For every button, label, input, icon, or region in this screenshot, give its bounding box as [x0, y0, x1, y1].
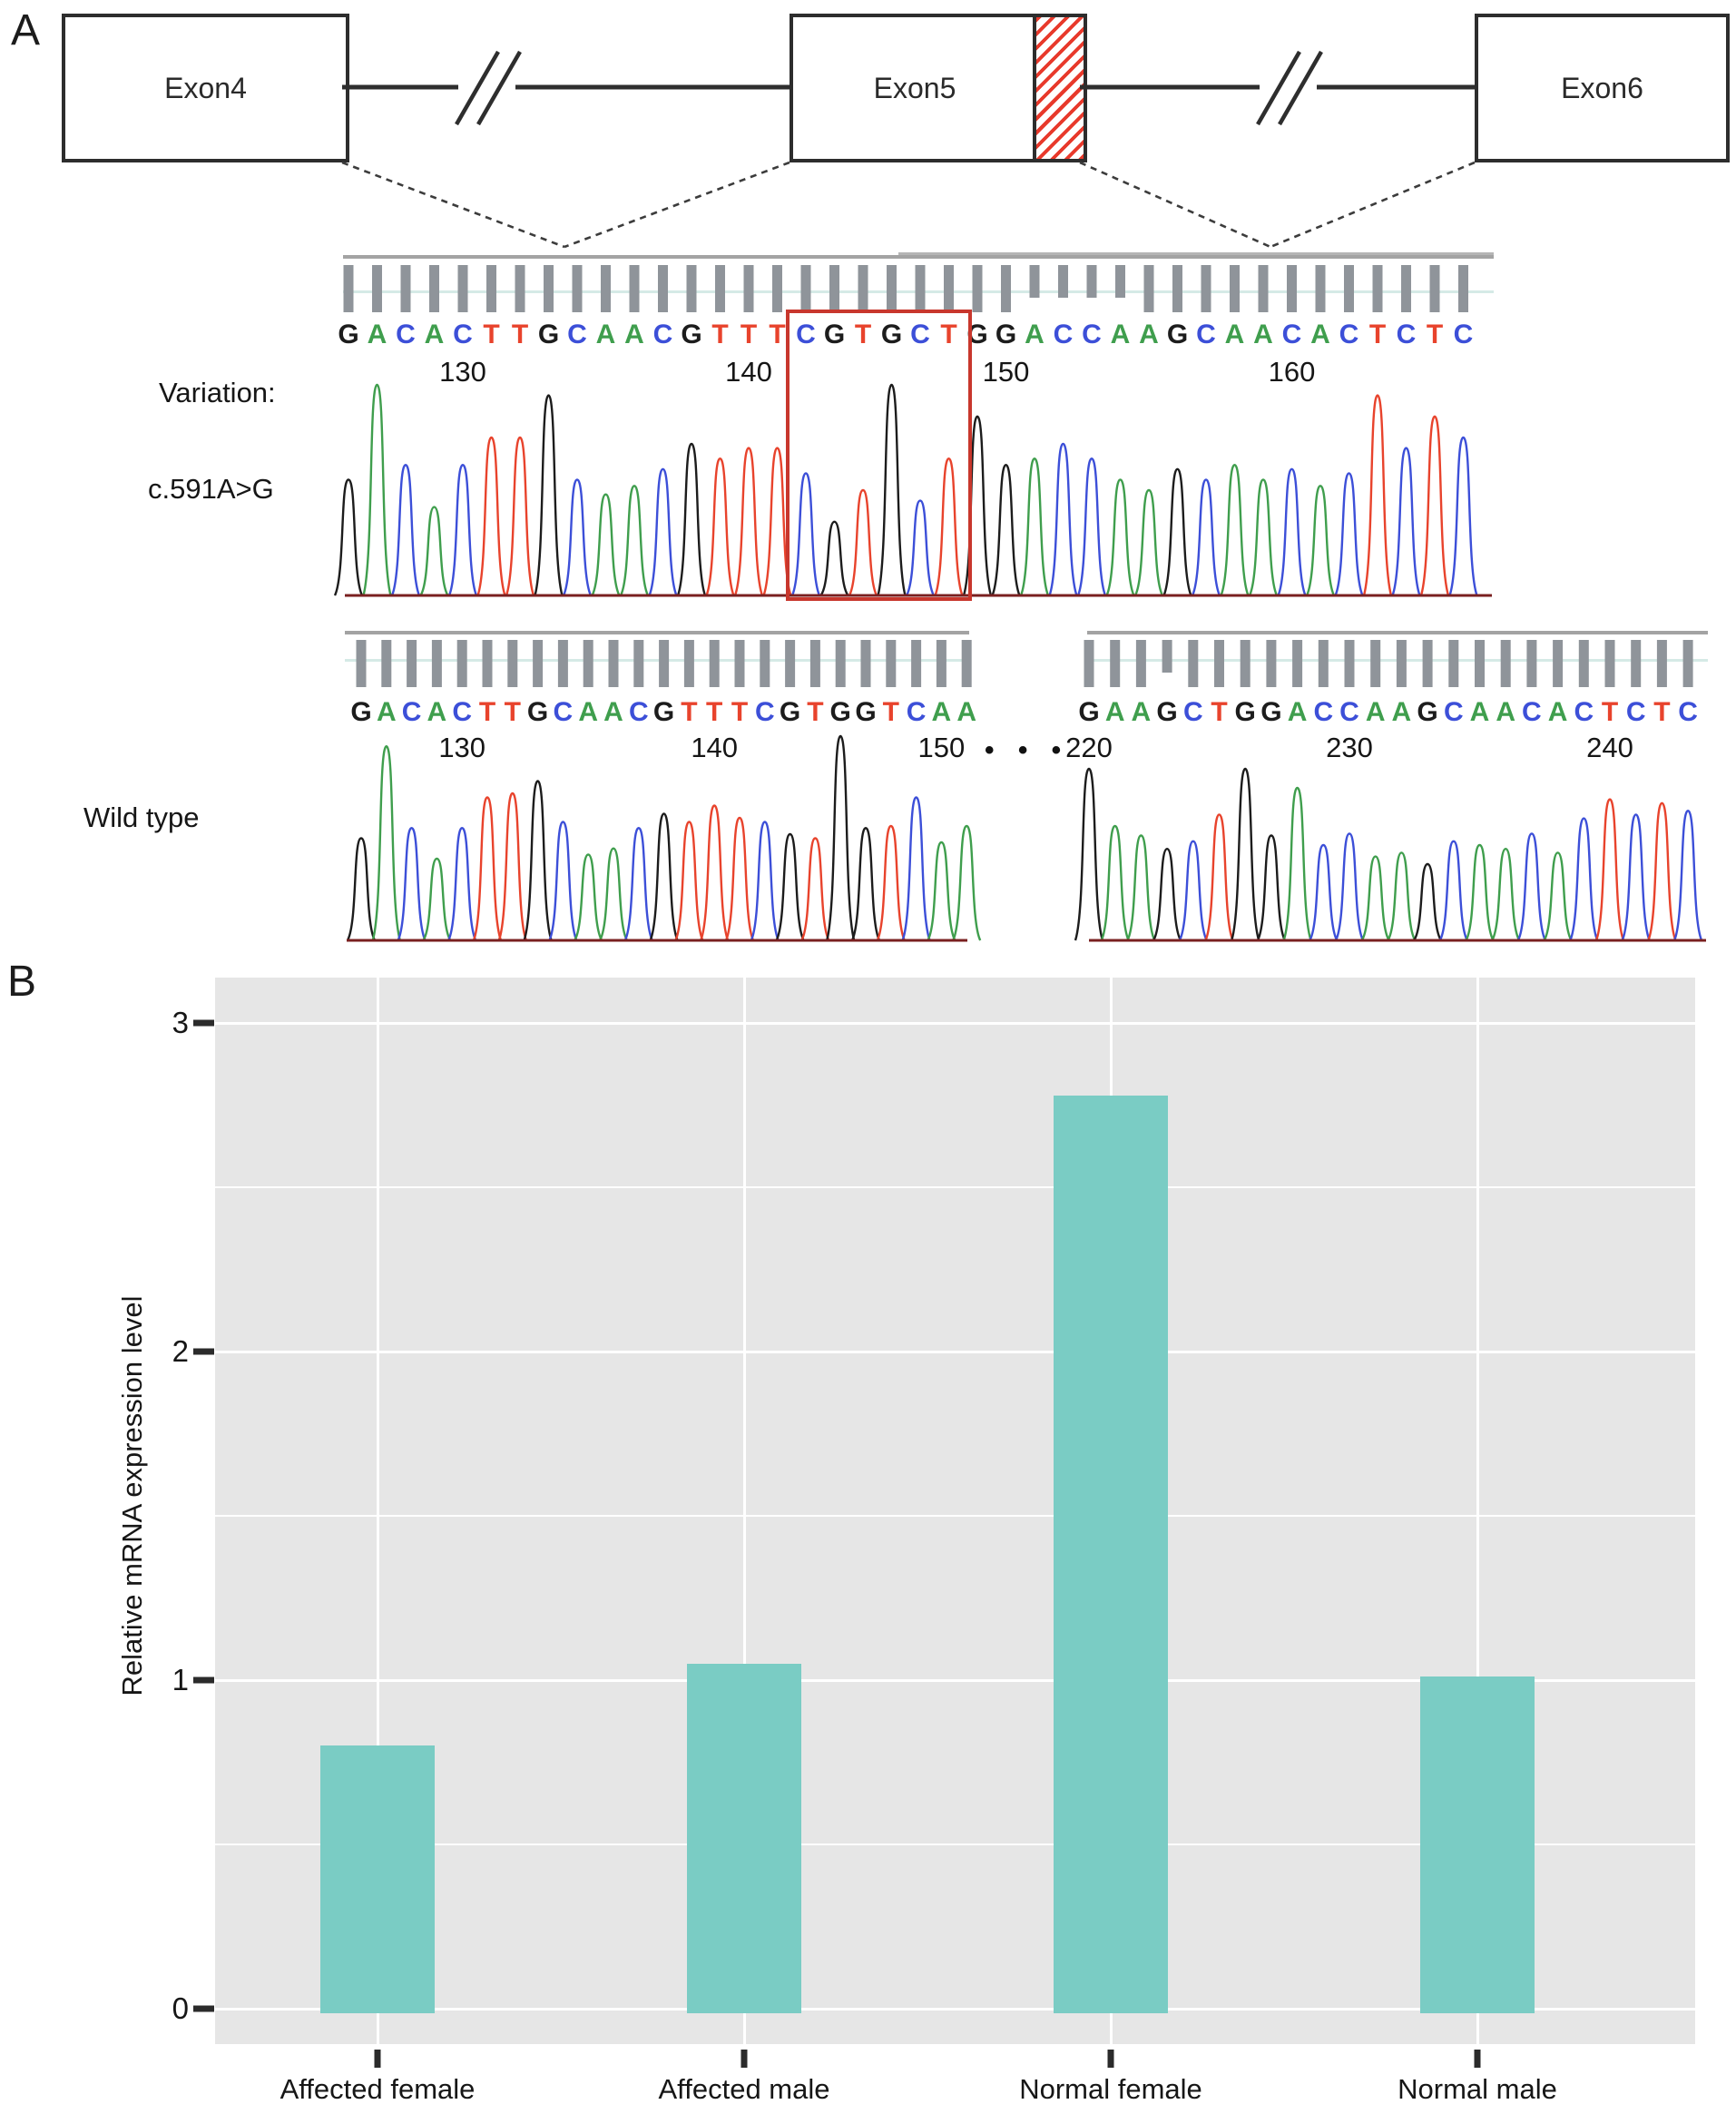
variation-title: Variation:: [159, 377, 276, 408]
base-letter-variant: T: [711, 320, 729, 349]
base-letter-variant: T: [940, 320, 957, 349]
base-letter-variant: C: [567, 320, 587, 349]
base-letter-wild-right: C: [1574, 697, 1594, 727]
base-letter-variant: T: [511, 320, 529, 349]
major-gridline: [215, 1022, 1695, 1025]
base-letter-variant: C: [1082, 320, 1102, 349]
x-tick-mark-2: [1108, 2050, 1114, 2068]
base-letter-variant: C: [796, 320, 816, 349]
position-number-variant: 130: [439, 356, 486, 388]
variation-name: c.591A>G: [148, 473, 274, 505]
x-category-label-3: Normal male: [1398, 2073, 1557, 2105]
bar-1: [687, 1664, 801, 2013]
y-axis-title: Relative mRNA expression level: [116, 1295, 148, 1696]
x-category-label-1: Affected male: [658, 2073, 830, 2105]
base-letter-variant: C: [910, 320, 930, 349]
base-letter-wild-left: G: [855, 697, 877, 727]
base-letter-variant: T: [483, 320, 500, 349]
base-letter-variant: C: [1453, 320, 1474, 349]
x-tick-mark-1: [741, 2050, 748, 2068]
base-letter-wild-right: C: [1625, 697, 1646, 727]
base-letter-variant: A: [595, 320, 616, 349]
base-letter-variant: C: [1339, 320, 1359, 349]
bar-3: [1420, 1676, 1535, 2013]
base-letter-variant: A: [1224, 320, 1245, 349]
base-letter-wild-left: C: [452, 697, 473, 727]
panel-a-label: A: [11, 6, 41, 54]
bar-2: [1054, 1096, 1168, 2013]
base-letter-wild-left: C: [628, 697, 649, 727]
base-letter-wild-right: A: [1391, 697, 1412, 727]
base-letter-wild-right: A: [1365, 697, 1386, 727]
base-letter-wild-left: C: [754, 697, 775, 727]
base-letter-variant: C: [1281, 320, 1302, 349]
base-letter-wild-left: A: [376, 697, 397, 727]
base-letter-variant: T: [769, 320, 786, 349]
base-letter-wild-right: A: [1547, 697, 1568, 727]
base-letter-wild-right: A: [1104, 697, 1125, 727]
position-number-wild-left: 140: [691, 732, 739, 763]
base-letter-wild-right: A: [1287, 697, 1308, 727]
exon4-label: Exon4: [164, 71, 247, 104]
base-letter-variant: T: [854, 320, 872, 349]
y-tick-label-1: 1: [172, 1663, 189, 1696]
base-letter-wild-right: C: [1182, 697, 1203, 727]
minor-gridline: [215, 1186, 1695, 1188]
base-letter-wild-right: A: [1469, 697, 1490, 727]
bar-0: [320, 1745, 435, 2013]
base-letter-variant: C: [1053, 320, 1074, 349]
base-letter-wild-left: A: [427, 697, 447, 727]
base-letter-variant: A: [1139, 320, 1159, 349]
base-letter-variant: A: [1025, 320, 1045, 349]
y-tick-mark-2: [193, 1349, 214, 1355]
base-letter-variant: G: [537, 320, 560, 349]
base-letter-wild-left: T: [681, 697, 698, 727]
base-letter-wild-left: T: [504, 697, 521, 727]
base-letter-wild-left: G: [350, 697, 372, 727]
base-letter-variant: C: [1396, 320, 1417, 349]
sequence-gap-ellipsis: • • •: [985, 735, 1070, 765]
y-tick-label-0: 0: [172, 1991, 189, 2025]
major-gridline: [215, 1351, 1695, 1353]
base-letter-wild-right: C: [1522, 697, 1542, 727]
base-letter-variant: A: [624, 320, 644, 349]
base-letter-wild-right: C: [1313, 697, 1334, 727]
base-letter-variant: C: [453, 320, 473, 349]
base-letter-wild-left: G: [652, 697, 675, 727]
base-letter-wild-right: A: [1131, 697, 1152, 727]
base-letter-variant: G: [681, 320, 702, 349]
base-letter-wild-right: T: [1601, 697, 1619, 727]
base-letter-variant: A: [424, 320, 445, 349]
base-letter-wild-right: C: [1678, 697, 1698, 727]
base-letter-variant: C: [652, 320, 673, 349]
base-letter-wild-left: A: [931, 697, 952, 727]
x-category-label-2: Normal female: [1019, 2073, 1202, 2105]
base-letter-wild-left: G: [829, 697, 851, 727]
base-letter-wild-right: A: [1496, 697, 1516, 727]
position-number-wild-right: 230: [1326, 732, 1373, 763]
base-letter-wild-left: T: [807, 697, 824, 727]
base-letter-wild-right: G: [1234, 697, 1256, 727]
base-letter-variant: C: [1196, 320, 1216, 349]
base-letter-wild-left: T: [882, 697, 899, 727]
base-letter-variant: G: [1166, 320, 1189, 349]
base-letter-variant: T: [1368, 320, 1387, 349]
exon6-label: Exon6: [1561, 71, 1643, 104]
y-tick-label-2: 2: [172, 1334, 189, 1368]
position-number-wild-left: 150: [917, 732, 966, 763]
base-letter-variant: T: [1426, 320, 1444, 349]
base-letter-wild-right: G: [1417, 697, 1438, 727]
base-letter-wild-right: T: [1211, 697, 1228, 727]
base-letter-wild-right: G: [1156, 697, 1178, 727]
base-letter-variant: G: [823, 320, 846, 349]
base-letter-wild-right: G: [1078, 697, 1100, 727]
base-letter-variant: A: [1253, 320, 1273, 349]
base-letter-wild-left: C: [553, 697, 574, 727]
base-letter-wild-left: G: [779, 697, 801, 727]
base-letter-variant: T: [740, 320, 758, 349]
base-letter-wild-left: A: [603, 697, 623, 727]
x-tick-mark-3: [1475, 2050, 1481, 2068]
y-tick-label-3: 3: [172, 1006, 189, 1039]
base-letter-wild-left: A: [578, 697, 599, 727]
exon5-label: Exon5: [873, 71, 956, 104]
base-letter-wild-left: C: [401, 697, 422, 727]
base-letter-wild-right: C: [1339, 697, 1359, 727]
base-letter-wild-left: G: [526, 697, 549, 727]
base-letter-variant: G: [995, 320, 1017, 349]
position-number-wild-right: 220: [1065, 732, 1113, 763]
position-number-variant: 140: [725, 356, 772, 388]
base-letter-wild-left: A: [956, 697, 977, 727]
position-number-variant: 160: [1268, 356, 1316, 388]
y-tick-mark-1: [193, 1677, 214, 1684]
base-letter-wild-left: T: [478, 697, 496, 727]
x-category-label-0: Affected female: [280, 2073, 476, 2105]
base-letter-variant: A: [1110, 320, 1131, 349]
base-letter-wild-left: C: [906, 697, 927, 727]
base-letter-wild-right: T: [1653, 697, 1671, 727]
base-letter-wild-left: T: [731, 697, 749, 727]
y-tick-mark-3: [193, 1020, 214, 1027]
base-letter-variant: G: [338, 320, 359, 349]
base-letter-variant: G: [880, 320, 903, 349]
position-number-variant: 150: [982, 356, 1030, 388]
panel-b-label: B: [7, 958, 37, 1006]
position-number-wild-right: 240: [1586, 732, 1633, 763]
position-number-wild-left: 130: [438, 732, 486, 763]
base-letter-wild-right: C: [1443, 697, 1464, 727]
y-tick-mark-0: [193, 2006, 214, 2012]
base-letter-variant: A: [367, 320, 387, 349]
base-letter-wild-left: T: [706, 697, 723, 727]
base-letter-variant: A: [1310, 320, 1330, 349]
wild-type-label: Wild type: [83, 801, 200, 833]
base-letter-variant: G: [966, 320, 988, 349]
minor-gridline: [215, 1515, 1695, 1517]
base-letter-wild-right: G: [1260, 697, 1282, 727]
x-tick-mark-0: [375, 2050, 381, 2068]
base-letter-variant: C: [396, 320, 416, 349]
